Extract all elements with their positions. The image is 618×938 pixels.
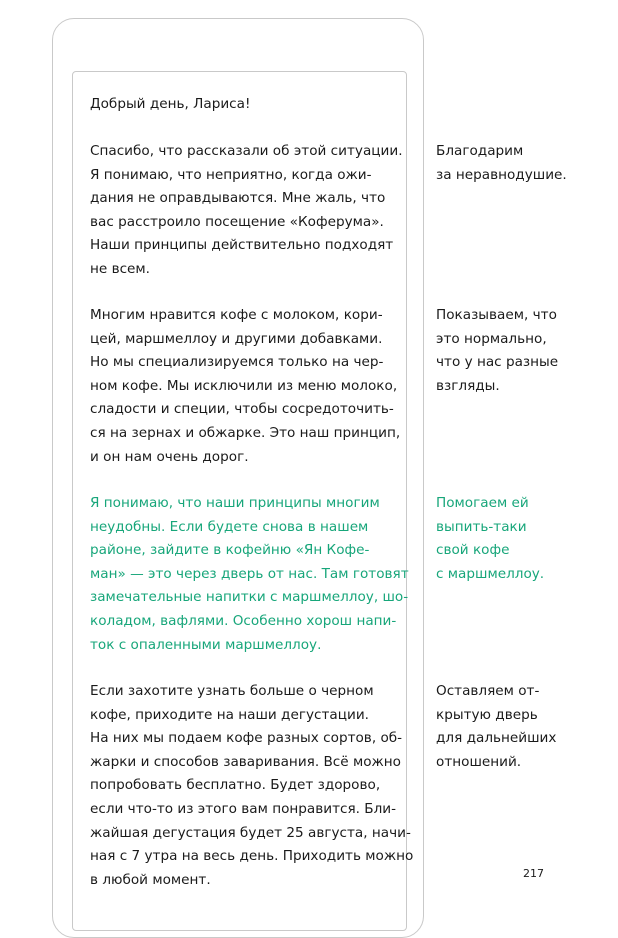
letter-line: неудобны. Если будете снова в нашем: [90, 518, 369, 535]
note-line: за неравнодушие.: [436, 166, 567, 183]
letter-line: попробовать бесплатно. Будет здорово,: [90, 777, 381, 794]
letter-line: Но мы специализируемся только на чер-: [90, 354, 384, 371]
letter-line: кофе, приходите на наши дегустации.: [90, 706, 369, 723]
letter-line: Я понимаю, что наши принципы многим: [90, 495, 380, 511]
letter-line: и он нам очень дорог.: [90, 448, 249, 465]
letter-line: дания не оправдываются. Мне жаль, что: [90, 190, 386, 207]
letter-line: цей, маршмеллоу и другими добавками.: [90, 330, 383, 347]
letter-line: Многим нравится кофе с молоком, кори-: [90, 307, 383, 323]
letter-paragraph-1: [90, 140, 403, 282]
letter-line: ном кофе. Мы исключили из меню молоко,: [90, 377, 398, 394]
letter-line: районе, зайдите в кофейню «Ян Кофе-: [90, 542, 370, 559]
letter-line: жарки и способов заваривания. Всё можно: [90, 753, 401, 770]
note-line: свой кофе: [436, 542, 510, 559]
letter-line: вас расстроило посещение «Коферума».: [90, 213, 384, 230]
letter-line: На них мы подаем кофе разных сортов, об-: [90, 730, 403, 747]
margin-note-1: [436, 140, 606, 187]
note-line: отношений.: [436, 753, 522, 770]
note-line: взгляды.: [436, 377, 500, 394]
letter-line: сладости и специи, чтобы сосредоточить-: [90, 401, 394, 418]
letter-line: жайшая дегустация будет 25 августа, начи-: [90, 824, 411, 841]
letter-line: Наши принципы действительно подходят: [90, 237, 394, 254]
letter-line: если что-то из этого вам понравится. Бли-: [90, 800, 397, 817]
letter-line: ся на зернах и обжарке. Это наш принцип,: [90, 424, 401, 441]
letter-line: ман» — это через дверь от нас. Там готовят: [90, 565, 409, 582]
margin-note-4: [436, 680, 606, 774]
letter-line: коладом, вафлями. Особенно хорош напи-: [90, 612, 397, 629]
letter-line: Если захотите узнать больше о черном: [90, 683, 374, 699]
note-line: это нормально,: [436, 330, 547, 347]
letter-line: Спасибо, что рассказали об этой ситуации.: [90, 143, 403, 159]
note-line: Помогаем ей: [436, 495, 529, 511]
letter-line: ная с 7 утра на весь день. Приходить можно: [90, 848, 414, 865]
greeting-text: Добрый день, Лариса!: [90, 96, 251, 112]
note-line: крытую дверь: [436, 706, 538, 723]
note-line: Показываем, что: [436, 307, 557, 323]
note-line: выпить-таки: [436, 518, 527, 535]
letter-line: ток с опаленными маршмеллоу.: [90, 636, 322, 653]
note-line: с маршмеллоу.: [436, 565, 545, 582]
letter-paragraph-3-highlighted: [90, 492, 409, 657]
note-line: для дальнейших: [436, 730, 557, 747]
letter-line: в любой момент.: [90, 871, 211, 888]
letter-paragraph-2: [90, 304, 400, 469]
note-line: Оставляем от-: [436, 683, 540, 699]
letter-line: не всем.: [90, 260, 150, 277]
letter-greeting: [90, 93, 400, 117]
note-line: что у нас разные: [436, 354, 559, 371]
margin-note-2: [436, 304, 606, 398]
note-line: Благодарим: [436, 143, 524, 159]
letter-paragraph-4: [90, 680, 414, 892]
page-number: 217: [523, 867, 544, 880]
letter-line: замечательные напитки с маршмеллоу, шо-: [90, 589, 409, 606]
margin-note-3-highlighted: [436, 492, 606, 586]
letter-line: Я понимаю, что неприятно, когда ожи-: [90, 166, 372, 183]
